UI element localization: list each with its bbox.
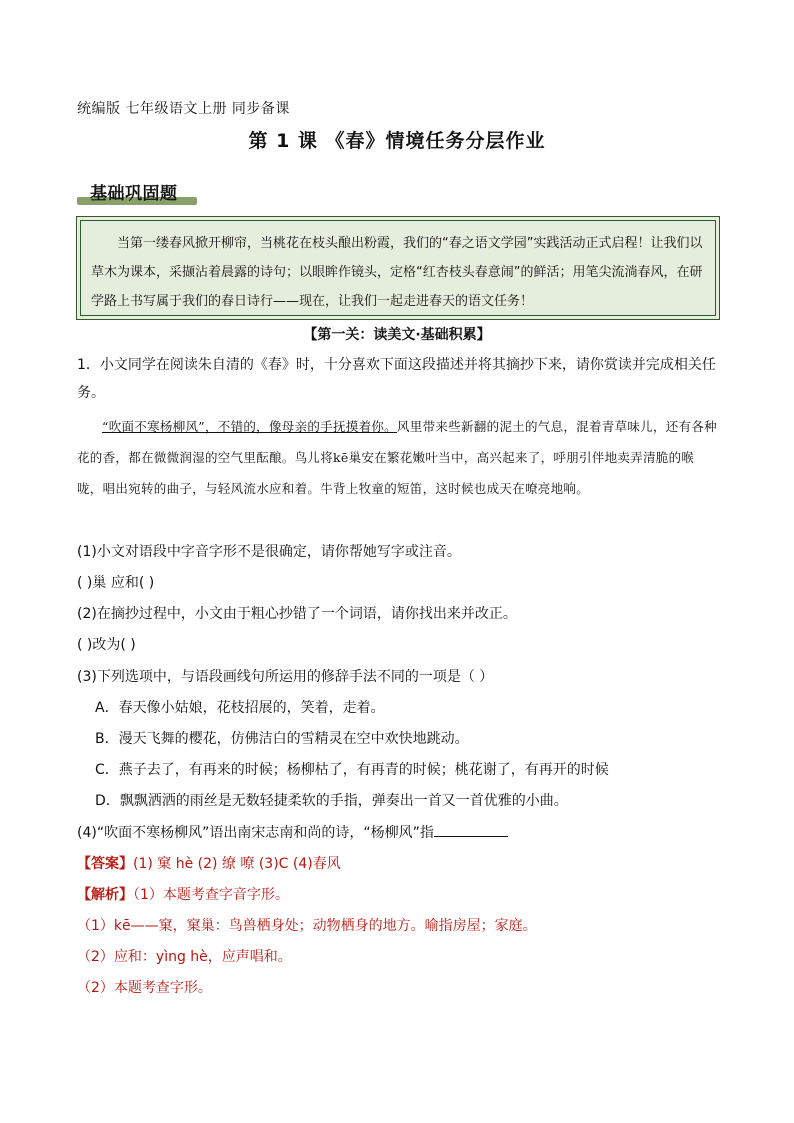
answer-blank (434, 824, 508, 837)
intro-text: 当第一缕春风掀开柳帘，当桃花在枝头酿出粉霞，我们的“春之语文学园”实践活动正式启程！让我们以草木为课本，采撷沾着晨露的诗句；以眼眸作镜头，定格“红杏枝头春意闹”的鲜活；用笔尖流淌春风，在研学路上书写属于我们的春日诗行——现在，让我们一起走进春天的语文任务！ (80, 220, 716, 316)
analysis-text-1: （1）本题考查字音字形。 (133, 887, 289, 903)
sub-question-4-text: (4)“吹面不寒杨柳风”语出南宋志南和尚的诗，“杨柳风”指 (77, 825, 434, 841)
question-1-stem: 1．小文同学在阅读朱自清的《春》时，十分喜欢下面这段描述并将其摘抄下来，请你赏读并完成相关任务。 (77, 357, 716, 401)
sub-question-2-blank: ( )改为( ) (77, 637, 136, 653)
sub-question-4 (77, 822, 508, 842)
underlined-sentence: “吹面不寒杨柳风”，不错的，像母亲的手抚摸着你。 (102, 419, 397, 434)
section-heading-label: 基础巩固题 (90, 184, 178, 204)
pass-title: 【第一关：读美文·基础积累】 (303, 327, 491, 343)
option-b: B．漫天飞舞的樱花，仿佛洁白的雪精灵在空中欢快地跳动。 (95, 731, 469, 747)
section-heading (77, 177, 197, 205)
option-d: D．飘飘洒洒的雨丝是无数轻捷柔软的手指，弹奏出一首又一首优雅的小曲。 (95, 793, 568, 809)
analysis-line-1 (77, 884, 289, 904)
answer-text: (1) 窠 hè (2) 缭 嘹 (3)C (4)春风 (133, 856, 341, 872)
option-a: A．春天像小姑娘，花枝招展的，笑着，走着。 (95, 700, 385, 716)
intro-box (76, 216, 720, 320)
page-title: 第 1 课 《春》情境任务分层作业 (248, 130, 546, 152)
analysis-line-4: （2）本题考查字形。 (77, 980, 212, 996)
sub-question-1-blank: ( )巢 应和( ) (77, 575, 155, 591)
answer-tag: 【答案】 (77, 856, 133, 872)
analysis-tag: 【解析】 (77, 887, 133, 903)
answer-line (77, 853, 341, 873)
analysis-line-2: （1）kē——窠，窠巢：鸟兽栖身处；动物栖身的地方。喻指房屋；家庭。 (77, 918, 537, 934)
sub-question-1: (1)小文对语段中字音字形不是很确定，请你帮她写字或注音。 (77, 544, 461, 560)
option-c: C．燕子去了，有再来的时候；杨柳枯了，有再青的时候；桃花谢了，有再开的时候 (95, 762, 609, 778)
passage-rest: 风里带来些新翻的泥土的气息，混着青草味儿，还有各种花的香，都在微微润湿的空气里酝酿。鸟儿将kē巢安在繁花嫩叶当中，高兴起来了，呼朋引伴地卖弄清脆的喉咙，唱出宛转的曲子，与轻风流水应和着。牛背上牧童的短笛，这时候也成天在嘹亮地响。 (77, 419, 717, 496)
reading-passage (77, 411, 717, 504)
sub-question-2: (2)在摘抄过程中，小文由于粗心抄错了一个词语，请你找出来并改正。 (77, 606, 517, 622)
sub-question-3: (3)下列选项中，与语段画线句所运用的修辞手法不同的一项是（ ） (77, 669, 494, 685)
series-header: 统编版 七年级语文上册 同步备课 (77, 101, 290, 117)
analysis-line-3: （2）应和：yìng hè，应声唱和。 (77, 949, 292, 965)
